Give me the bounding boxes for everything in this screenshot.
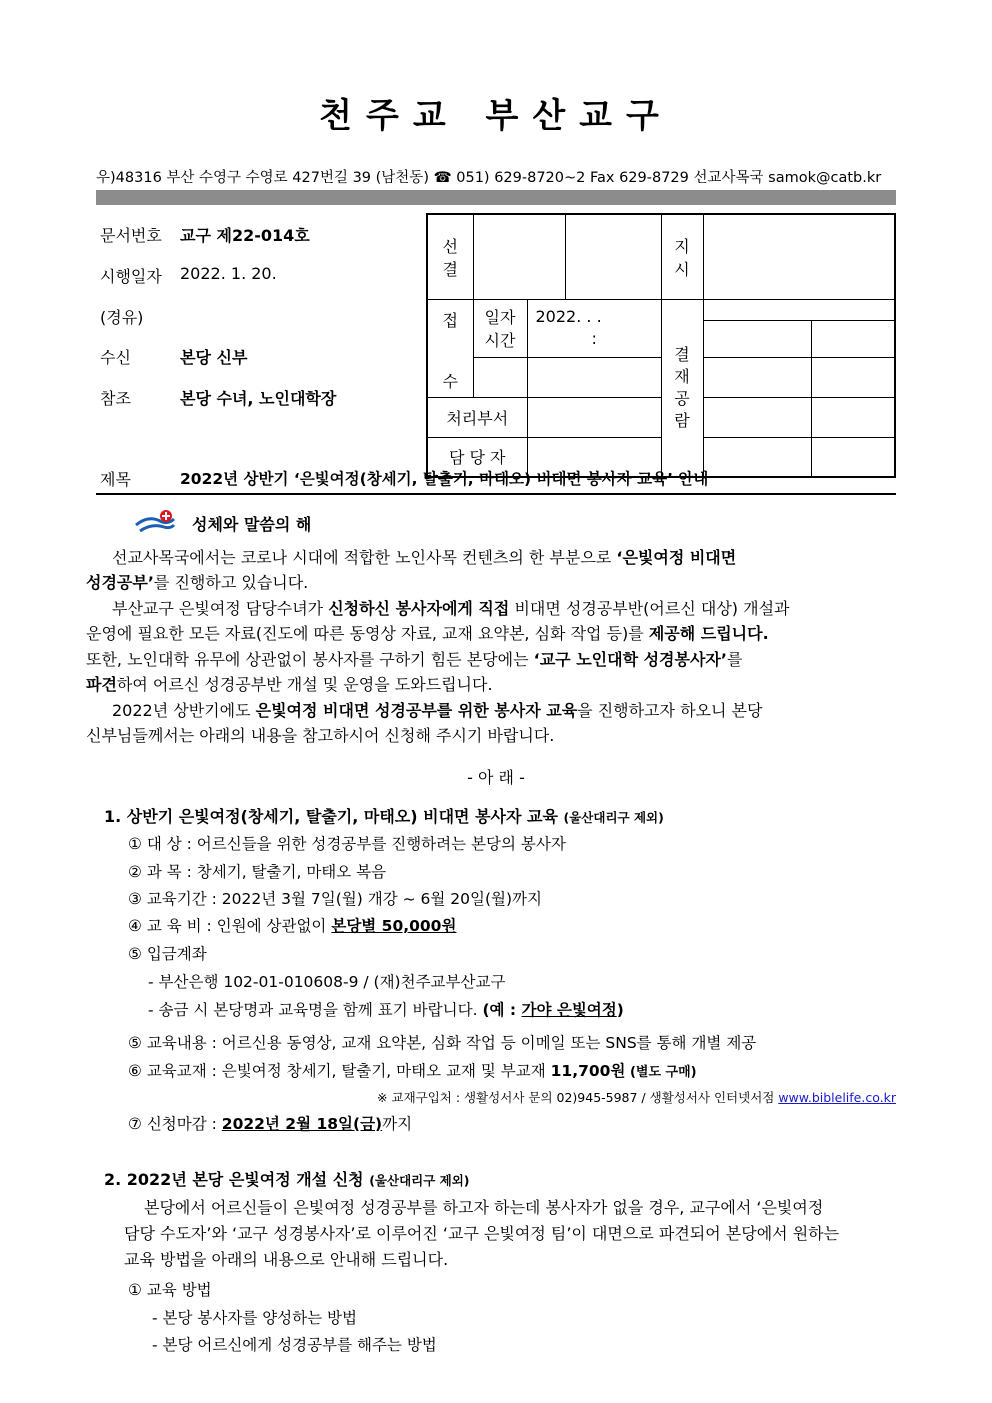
recipient: 본당 신부 [180, 348, 248, 367]
s2-method-b: - 본당 어르신에게 성경공부를 해주는 방법 [152, 1336, 437, 1354]
approval-cell [527, 357, 661, 397]
approval-gyeoljae: 결 재 공 람 [661, 299, 703, 477]
approval-cell [473, 357, 527, 397]
ref: 본당 수녀, 노인대학장 [180, 389, 337, 408]
s1-item-period: ③ 교육기간 : 2022년 3월 7일(월) 개강 ~ 6월 20일(월)까지 [128, 890, 542, 908]
intro-line-6: 파견하여 어르신 성경공부반 개설 및 운영을 도와드립니다. [86, 675, 493, 694]
s1-item-subject: ② 과 목 : 창세기, 탈출기, 마태오 복음 [128, 863, 387, 881]
approval-cell [811, 397, 895, 437]
subject-label: 제목 [100, 470, 131, 489]
subject-divider [96, 493, 896, 495]
s2-line-3: 교육 방법을 아래의 내용으로 안내해 드립니다. [124, 1250, 449, 1269]
s2-item-method: ① 교육 방법 [128, 1281, 212, 1299]
approval-cell [811, 437, 895, 477]
s1-item-content: ⑤ 교육내용 : 어르신용 동영상, 교재 요약본, 심화 작업 등 이메일 또는 SNS를 통해 개별 제공 [128, 1034, 757, 1052]
s1-account-note: - 송금 시 본당명과 교육명을 함께 표기 바랍니다. (예 : 가야 은빛여정) [148, 1001, 624, 1019]
approval-cell [811, 357, 895, 397]
approval-cell [703, 397, 811, 437]
doc-no-label: 문서번호 [100, 226, 162, 245]
intro-line-3: 부산교구 은빛여정 담당수녀가 신청하신 봉사자에게 직접 비대면 성경공부반(어르신 대상) 개설과 [112, 599, 790, 618]
s2-method-a: - 본당 봉사자를 양성하는 방법 [152, 1309, 357, 1327]
approval-dept-label: 처리부서 [427, 397, 527, 437]
year-motto: 성체와 말씀의 해 [192, 515, 312, 534]
approval-cell [703, 214, 895, 299]
s1-item-account: ⑤ 입금계좌 [128, 945, 207, 963]
dove-logo-icon [134, 509, 176, 539]
approval-datetime-label: 일자 시간 [473, 299, 527, 357]
approval-cell [473, 214, 565, 299]
section2-title: 2. 2022년 본당 은빛여정 개설 신청 (울산대리구 제외) [104, 1170, 470, 1189]
approval-ji: 지 시 [661, 214, 703, 299]
intro-line-2: 성경공부’를 진행하고 있습니다. [86, 573, 309, 592]
ref-label: 참조 [100, 389, 131, 408]
recipient-label: 수신 [100, 348, 131, 367]
s2-line-2: 담당 수도자’와 ‘교구 성경봉사자’로 이루어진 ‘교구 은빛여정 팀’이 대면으로 파견되어 본당에서 원하는 [124, 1224, 840, 1243]
approval-cell [811, 320, 895, 357]
approval-jeop: 접 수 [427, 299, 473, 397]
intro-line-1: 선교사목국에서는 코로나 시대에 적합한 노인사목 컨텐츠의 한 부분으로 ‘은빛여정 비대면 [112, 548, 737, 567]
approval-cell [703, 357, 811, 397]
via: (경유) [100, 308, 144, 327]
subject: 2022년 상반기 ‘은빛여정(창세기, 탈출기, 마태오) 비대면 봉사자 교육’ 안내 [180, 470, 709, 488]
approval-cell [565, 214, 661, 299]
intro-line-8: 신부님들께서는 아래의 내용을 참고하시어 신청해 주시기 바랍니다. [86, 726, 555, 745]
intro-line-5: 또한, 노인대학 유무에 상관없이 봉사자를 구하기 힘든 본당에는 ‘교구 노인대학 성경봉사자’를 [86, 650, 743, 669]
bookstore-link[interactable]: www.biblelife.co.kr [778, 1090, 896, 1105]
below-heading: - 아 래 - [467, 768, 525, 787]
approval-cell [703, 437, 811, 477]
address-line: 우)48316 부산 수영구 수영로 427번길 39 (남천동) ☎ 051) 629-8720~2 Fax 629-8729 선교사목국 samok@catb.kr [96, 170, 882, 186]
s1-item-textbook: ⑥ 교육교재 : 은빛여정 창세기, 탈출기, 마태오 교재 및 부교재 11,700원 (별도 구매) [128, 1062, 697, 1080]
approval-datetime-value: 2022. . . : [527, 299, 661, 357]
s1-account-bank: - 부산은행 102-01-010608-9 / (재)천주교부산교구 [148, 973, 506, 991]
approval-person-label: 담 당 자 [427, 437, 527, 477]
s2-line-1: 본당에서 어르신들이 은빛여정 성경공부를 하고자 하는데 봉사자가 없을 경우, 교구에서 ‘은빛여정 [144, 1198, 824, 1217]
s1-item-deadline: ⑦ 신청마감 : 2022년 2월 18일(금)까지 [128, 1115, 413, 1133]
s1-item-target: ① 대 상 : 어르신들을 위한 성경공부를 진행하려는 본당의 봉사자 [128, 835, 566, 853]
date-label: 시행일자 [100, 267, 162, 286]
approval-seon: 선 결 [427, 214, 473, 299]
page-title: 천주교 부산교구 [319, 96, 673, 136]
approval-cell [703, 320, 811, 357]
approval-table [426, 213, 896, 478]
s1-textbook-note: ※ 교재구입처 : 생활성서사 문의 02)945-5987 / 생활성서사 인터넷서점 www.biblelife.co.kr [377, 1090, 896, 1105]
approval-cell [703, 299, 895, 320]
header-divider [96, 190, 896, 205]
intro-line-4: 운영에 필요한 모든 자료(진도에 따른 동영상 자료, 교재 요약본, 심화 작업 등)를 제공해 드립니다. [86, 624, 769, 643]
intro-line-7: 2022년 상반기에도 은빛여정 비대면 성경공부를 위한 봉사자 교육을 진행하고자 하오니 본당 [112, 701, 763, 720]
approval-cell [527, 397, 661, 437]
section1-title: 1. 상반기 은빛여정(창세기, 탈출기, 마태오) 비대면 봉사자 교육 (울산대리구 제외) [104, 807, 664, 826]
doc-no: 교구 제22-014호 [180, 226, 310, 245]
s1-item-fee: ④ 교 육 비 : 인원에 상관없이 본당별 50,000원 [128, 917, 457, 935]
date-value: 2022. 1. 20. [180, 264, 277, 283]
